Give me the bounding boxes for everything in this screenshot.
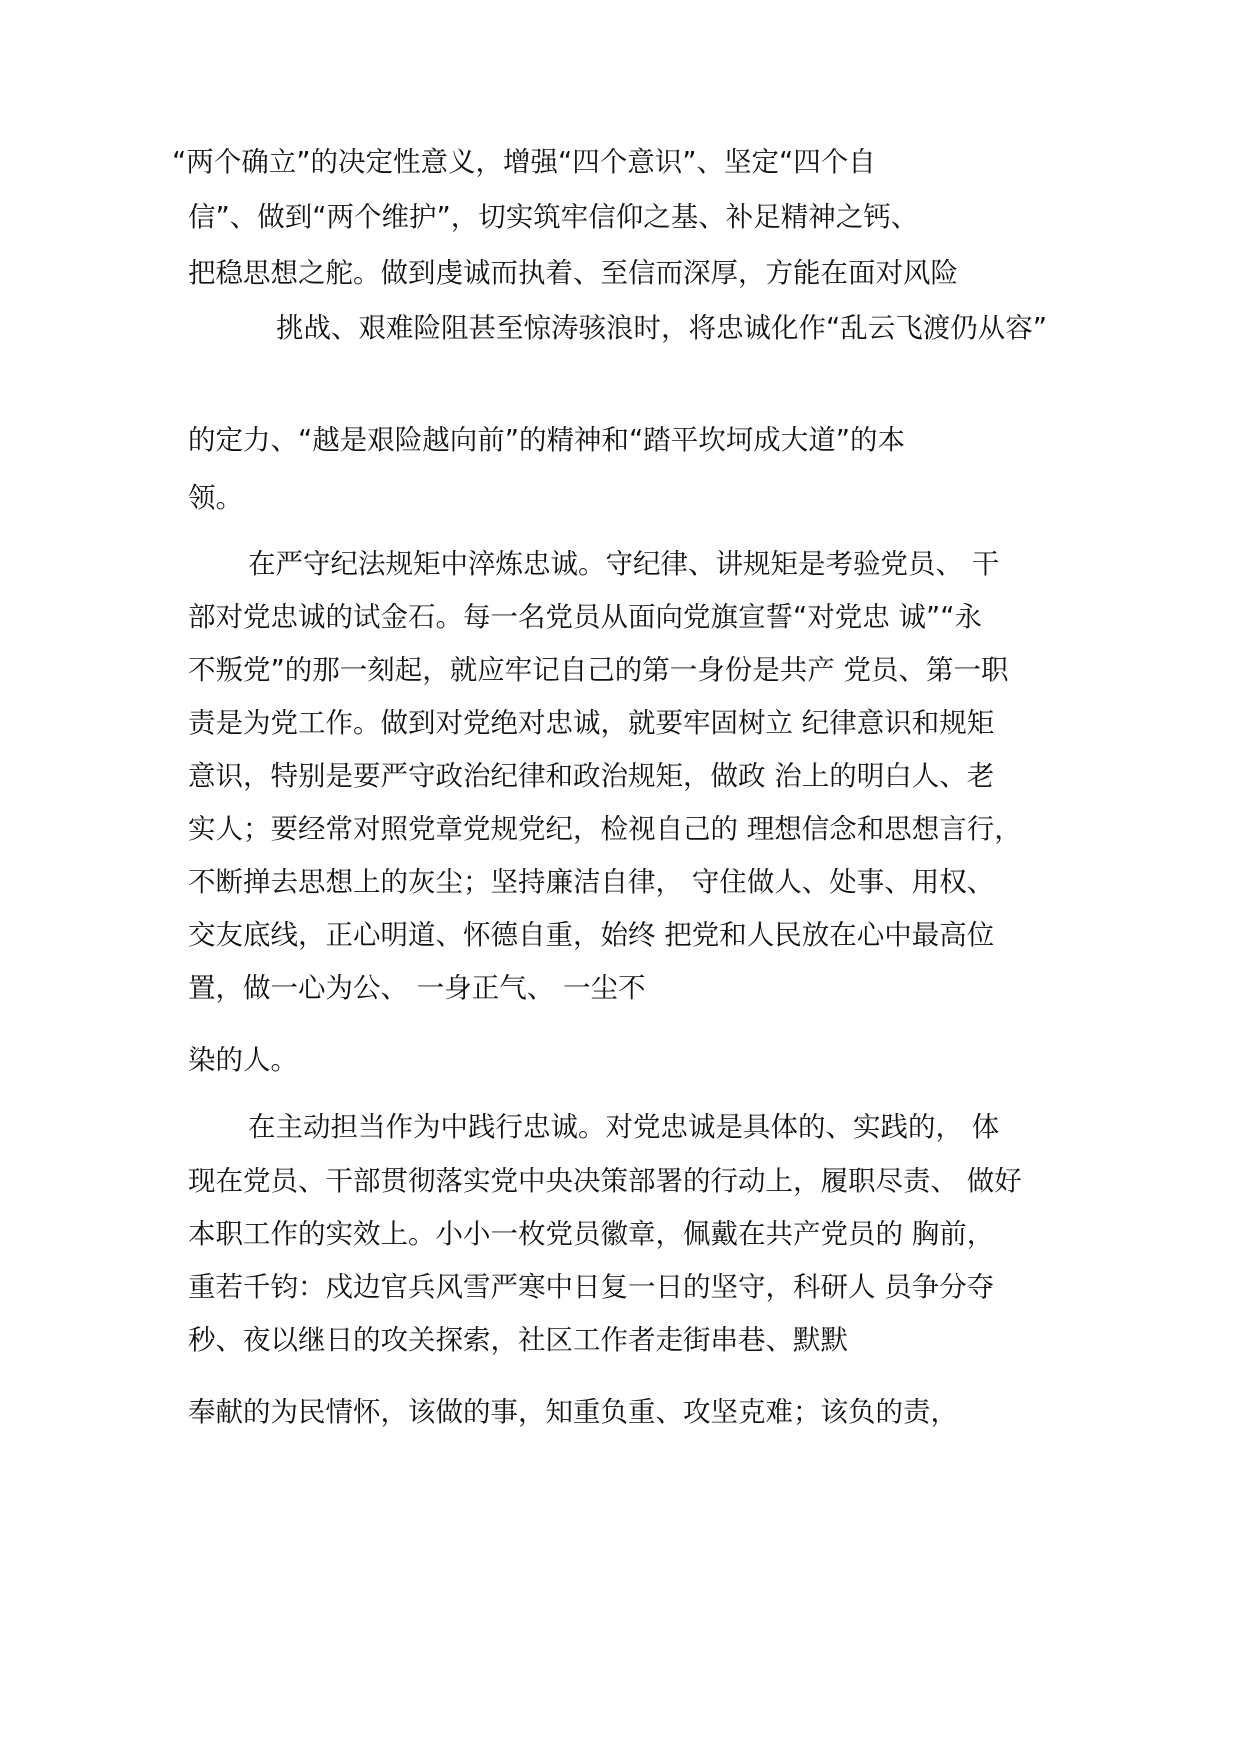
text-line-8: 部对党忠诚的试金石。每一名党员从面向党旗宣誓“对党忠 诚”“永 <box>188 601 982 633</box>
text-line-20: 重若千钧：戍边官兵风雪严寒中日复一日的坚守，科研人 员争分夺 <box>188 1271 995 1303</box>
text-line-6: 领。 <box>188 482 243 514</box>
text-line-7: 在严守纪法规矩中淬炼忠诚。守纪律、讲规矩是考验党员、 干 <box>248 548 1000 580</box>
text-line-1: “两个确立”的决定性意义，增强“四个意识”、坚定“四个自 <box>172 146 876 178</box>
text-line-4: 挑战、艰难险阻甚至惊涛骇浪时，将忠诚化作“乱云飞渡仍从容” <box>276 312 1047 344</box>
text-line-10: 责是为党工作。做到对党绝对忠诚，就要牢固树立 纪律意识和规矩 <box>188 707 995 739</box>
text-line-3: 把稳思想之舵。做到虔诚而执着、至信而深厚，方能在面对风险 <box>188 257 958 289</box>
text-line-15: 置，做一心为公、 一身正气、 一尘不 <box>188 972 646 1004</box>
text-line-5: 的定力、“越是艰险越向前”的精神和“踏平坎坷成大道”的本 <box>188 424 905 456</box>
text-line-14: 交友底线，正心明道、怀德自重，始终 把党和人民放在心中最高位 <box>188 919 995 951</box>
text-line-11: 意识，特别是要严守政治纪律和政治规矩，做政 治上的明白人、老 <box>188 760 995 792</box>
text-line-13: 不断掸去思想上的灰尘；坚持廉洁自律， 守住做人、处事、用权、 <box>188 866 995 898</box>
text-line-21: 秒、夜以继日的攻关探索，社区工作者走街串巷、默默 <box>188 1324 848 1356</box>
text-line-2: 信”、做到“两个维护”，切实筑牢信仰之基、补足精神之钙、 <box>188 201 919 233</box>
text-line-19: 本职工作的实效上。小小一枚党员徽章，佩戴在共产党员的 胸前， <box>188 1218 995 1250</box>
text-line-9: 不叛党”的那一刻起，就应牢记自己的第一身份是共产 党员、第一职 <box>188 654 1009 686</box>
text-line-12: 实人；要经常对照党章党规党纪，检视自己的 理想信念和思想言行， <box>188 813 1022 845</box>
text-line-18: 现在党员、干部贯彻落实党中央决策部署的行动上，履职尽责、 做好 <box>188 1165 1022 1197</box>
text-line-22: 奉献的为民情怀，该做的事，知重负重、攻坚克难；该负的责， <box>188 1396 958 1428</box>
text-line-16: 染的人。 <box>188 1044 298 1076</box>
text-line-17: 在主动担当作为中践行忠诚。对党忠诚是具体的、实践的， 体 <box>248 1111 1000 1143</box>
